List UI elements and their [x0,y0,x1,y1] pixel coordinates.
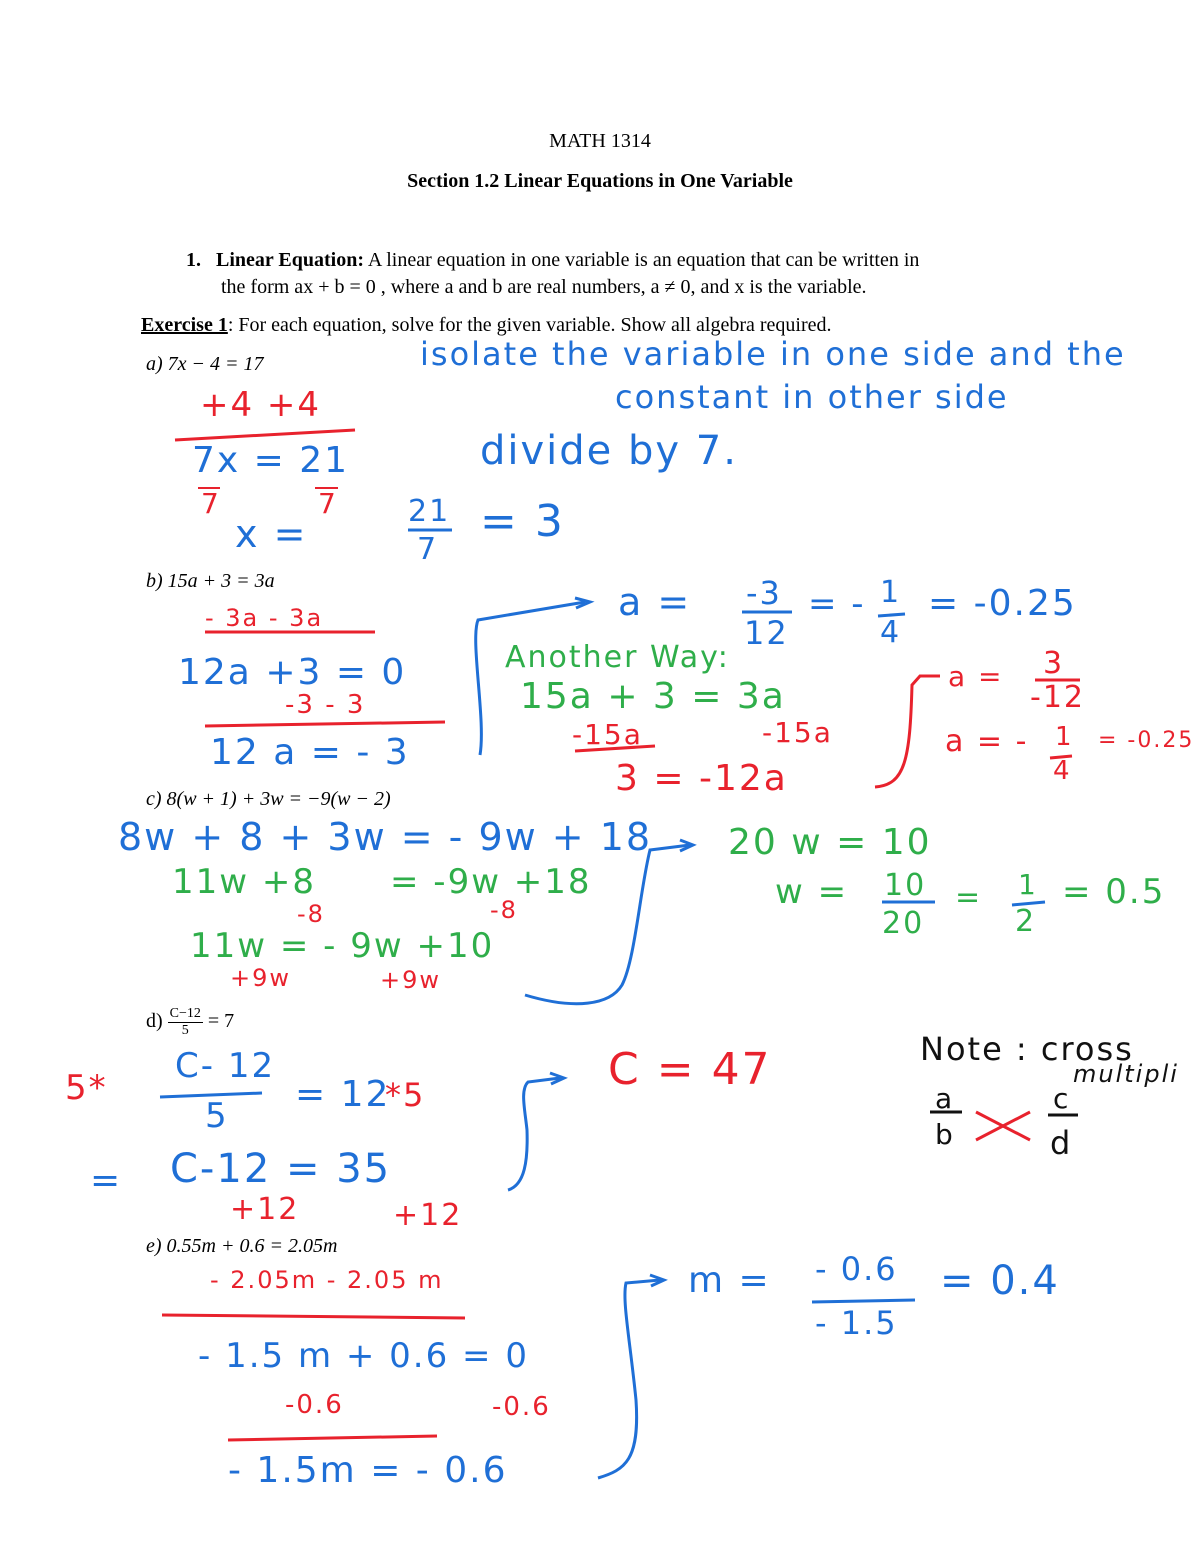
d-line-2: C-12 = 35 [170,1146,392,1192]
another-res-2-num: 1 [1055,722,1074,752]
problem-d-prefix: d) [146,1010,163,1033]
underline-e1 [162,1315,465,1318]
c-result-2: w = [775,872,849,912]
c-plus9-left: +9w [230,964,292,992]
bracket-arrow-e [598,1280,660,1478]
c-result-2-num: 10 [884,868,927,903]
c-line-2-right: = -9w +18 [390,862,592,902]
d-equals: = [90,1160,123,1201]
c-minus8-left: -8 [297,900,325,928]
another-way-label: Another Way: [505,640,730,675]
d-result: C = 47 [608,1044,772,1095]
c-result-1: 20 w = 10 [728,822,932,863]
another-res-1: a = [948,660,1004,693]
exercise-text: : For each equation, solve for the given variable. Show all algebra required. [227,314,832,336]
d-plus12-left: +12 [230,1192,300,1227]
c-line-3: 11w = - 9w +10 [190,926,495,966]
problem-d-den: 5 [181,1023,189,1038]
e-line-2: - 1.5m = - 0.6 [228,1450,508,1491]
exercise-label: Exercise 1 [141,314,228,336]
definition-term: Linear Equation: [216,249,364,271]
bracket-arrow-d [508,1078,560,1190]
a-step-1: +4 +4 [200,385,322,425]
a-step-2: 7x = 21 [192,440,350,481]
problem-c: c) 8(w + 1) + 3w = −9(w − 2) [146,788,391,810]
underline-b2 [205,722,445,726]
e-line-1: - 1.5 m + 0.6 = 0 [198,1336,529,1376]
d-frac-den: 5 [205,1096,229,1136]
note-multiply: multipli [1073,1060,1179,1088]
e-sub-2-left: -0.6 [285,1390,344,1420]
another-res-2-den: 4 [1053,756,1072,786]
c-line-1: 8w + 8 + 3w = - 9w + 18 [118,815,653,859]
b-result-den: 12 [744,614,789,652]
c-result-2-eq: = [955,880,983,915]
e-result-den: - 1.5 [815,1304,898,1342]
c-result-2-den: 20 [882,906,925,941]
another-res-1-den: -12 [1030,680,1085,715]
course-title: MATH 1314 [549,130,651,152]
problem-d-rhs: = 7 [207,1010,235,1033]
b-result-eq: = - [808,584,866,624]
b-sub-1: - 3a - 3a [205,604,324,632]
note-b: b [935,1118,955,1151]
note-isolate-2: constant in other side [615,378,1009,416]
another-res-1-num: 3 [1043,646,1065,681]
c-result-2-dec: = 0.5 [1062,872,1166,912]
b-result-a: a = [618,580,692,624]
underline-e2 [228,1436,437,1440]
a-result-num: 21 [408,494,451,529]
c-plus9-right: +9w [380,966,442,994]
note-c: c [1053,1082,1071,1115]
b-sub-2: -3 - 3 [285,690,366,720]
b-result-num: -3 [746,574,782,612]
a-result-x: x = [235,512,308,556]
problem-d-num: C−12 [169,1006,201,1021]
e-result-eq: = 0.4 [940,1258,1060,1304]
e-sub-2-right: -0.6 [492,1392,551,1422]
note-cross: Note : cross [920,1030,1134,1068]
d-rhs: = 12 [295,1074,391,1115]
section-title: Section 1.2 Linear Equations in One Variable [407,170,793,192]
another-res-2-dec: = -0.25 [1098,728,1195,753]
definition-text-2: the form ax + b = 0 , where a and b are real numbers, a ≠ 0, and x is the variable. [221,276,867,298]
bracket-arrow-another [875,676,940,787]
a-step-3-right: 7 [318,487,338,520]
another-res-2: a = - [945,724,1029,759]
d-times-5: 5* [65,1068,108,1108]
c-result-2-2: 2 [1015,904,1037,939]
note-isolate-1: isolate the variable in one side and the [420,335,1126,373]
e-result: m = [688,1260,771,1301]
d-plus12-right: +12 [393,1198,463,1233]
another-line-3: 3 = -12a [615,758,788,799]
b-result-1: 1 [880,575,902,610]
underline-a [175,430,355,440]
a-result-den: 7 [417,532,439,567]
a-step-3-left: 7 [201,487,221,520]
problem-b: b) 15a + 3 = 3a [146,570,275,592]
problem-e: e) 0.55m + 0.6 = 2.05m [146,1235,338,1257]
b-result-dec: = -0.25 [928,583,1077,624]
c-line-2-left: 11w +8 [172,862,316,902]
b-line-2: 12 a = - 3 [210,732,410,773]
problem-a: a) 7x − 4 = 17 [146,353,264,375]
note-d: d [1050,1124,1073,1162]
e-result-num: - 0.6 [815,1250,898,1288]
d-frac-num: C- 12 [175,1046,276,1086]
another-sub-right: -15a [762,716,833,749]
c-minus8-right: -8 [490,896,518,924]
e-sub-1: - 2.05m - 2.05 m [210,1266,444,1294]
a-result-eq: = 3 [480,496,565,547]
another-sub-left: -15a [572,718,643,751]
note-a: a [935,1082,955,1115]
b-line-1: 12a +3 = 0 [178,652,407,693]
definition-number: 1. [186,249,201,271]
another-line-1: 15a + 3 = 3a [520,676,786,717]
definition-text-1: A linear equation in one variable is an equation that can be written in [367,249,920,271]
b-result-4: 4 [880,615,902,650]
d-rhs-times: *5 [385,1076,426,1114]
c-result-2-1: 1 [1018,868,1038,901]
note-divide: divide by 7. [480,428,738,474]
